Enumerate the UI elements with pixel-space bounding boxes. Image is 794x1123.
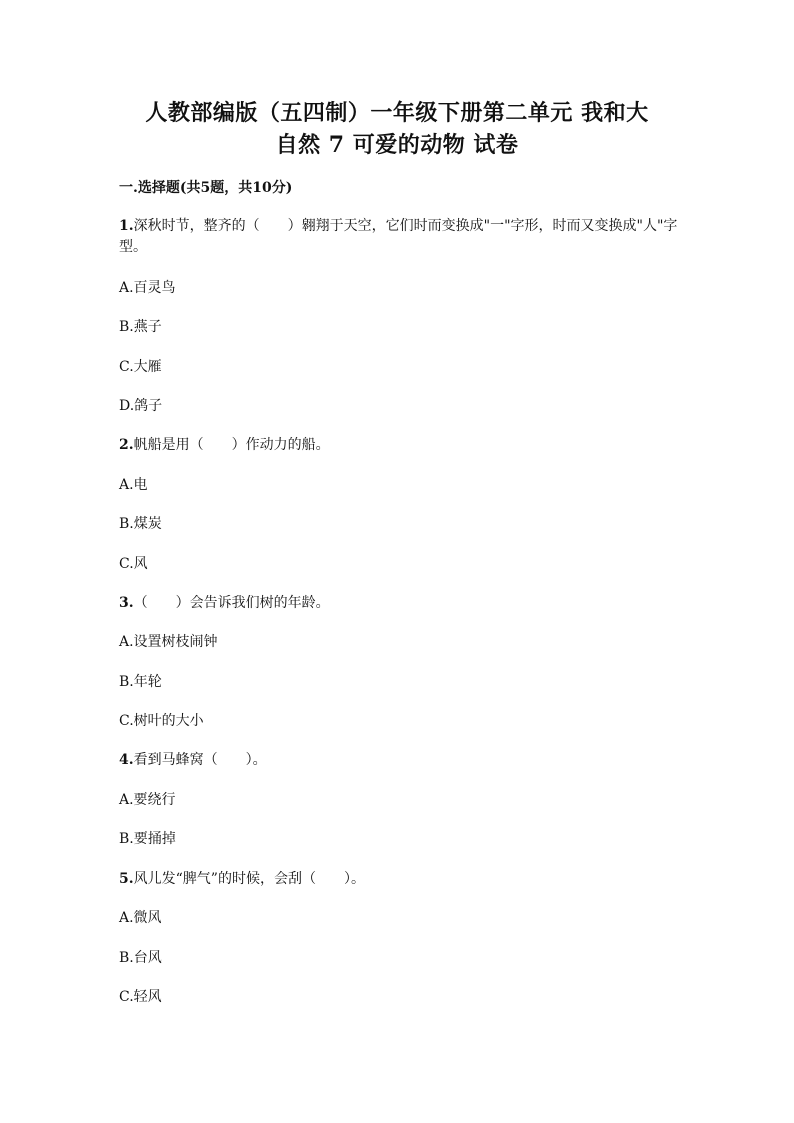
- question-text: 看到马蜂窝（ ）。: [133, 752, 267, 768]
- question-5-option-a: A.微风: [119, 910, 162, 926]
- question-number: 2.: [119, 437, 134, 453]
- question-number: 4.: [119, 752, 134, 768]
- exam-title-line-1: 人教部编版（五四制）一年级下册第二单元 我和大: [145, 100, 649, 126]
- question-1-option-c: C.大雁: [119, 359, 162, 375]
- question-text: 深秋时节，整齐的（ ）翱翔于天空，它们时而变换成"一"字形，时而又变换成"人"字型。: [119, 218, 678, 255]
- section-heading: 一.选择题(共5题，共10分): [119, 180, 293, 196]
- question-4-option-a: A.要绕行: [119, 792, 176, 808]
- question-3-option-c: C.树叶的大小: [119, 713, 204, 729]
- question-4: [119, 750, 679, 771]
- question-1-option-d: D.鸽子: [119, 398, 163, 414]
- question-number: 1.: [119, 218, 134, 234]
- question-3: [119, 593, 679, 614]
- question-text: 帆船是用（ ）作动力的船。: [133, 437, 330, 453]
- question-2-option-b: B.煤炭: [119, 516, 162, 532]
- question-text: 风儿发“脾气”的时候，会刮（ ）。: [133, 871, 365, 887]
- question-number: 3.: [119, 595, 134, 611]
- question-4-option-b: B.要捅掉: [119, 831, 176, 847]
- question-1: [119, 216, 679, 258]
- question-1-option-a: A.百灵鸟: [119, 280, 176, 296]
- question-5-option-b: B.台风: [119, 950, 162, 966]
- question-5-option-c: C.轻风: [119, 989, 162, 1005]
- question-number: 5.: [119, 871, 134, 887]
- question-3-option-a: A.设置树枝闹钟: [119, 634, 218, 650]
- question-text: （ ）会告诉我们树的年龄。: [133, 595, 330, 611]
- question-3-option-b: B.年轮: [119, 674, 162, 690]
- question-2-option-c: C.风: [119, 556, 148, 572]
- question-2: [119, 435, 679, 456]
- exam-title-line-2: 自然 7 可爱的动物 试卷: [275, 132, 519, 158]
- question-5: [119, 869, 679, 890]
- question-2-option-a: A.电: [119, 477, 148, 493]
- question-1-option-b: B.燕子: [119, 319, 162, 335]
